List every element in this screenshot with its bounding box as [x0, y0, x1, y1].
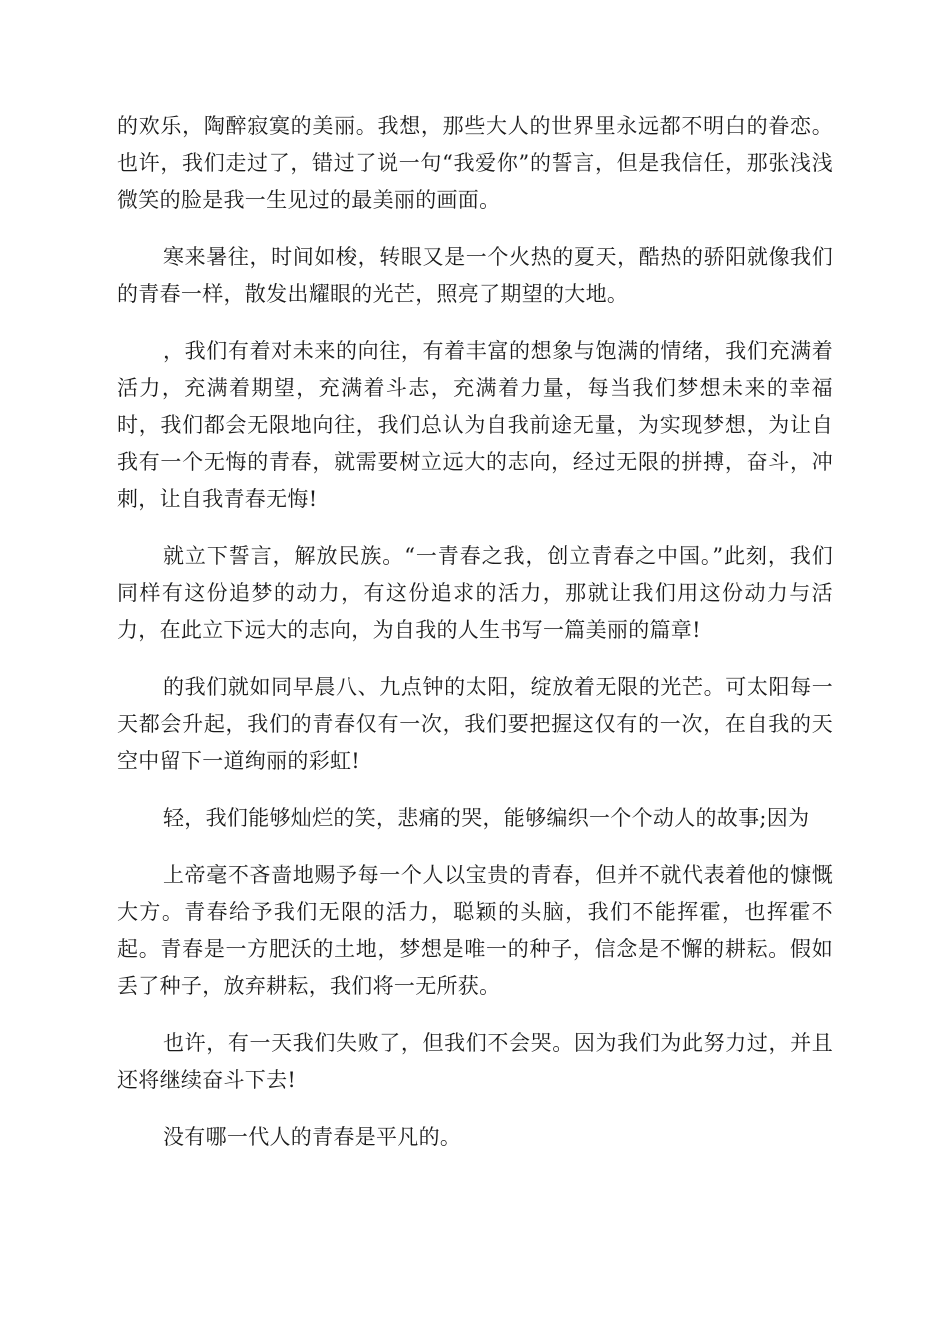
paragraph-1: 的欢乐，陶醉寂寞的美丽。我想，那些大人的世界里永远都不明白的眷恋。也许，我们走过了，错过了说一句“我爱你”的誓言，但是我信任，那张浅浅微笑的脸是我一生见过的最美丽的画面。 [117, 114, 833, 212]
paragraph-3: ，我们有着对未来的向往，有着丰富的想象与饱满的情绪，我们充满着活力，充满着期望，充满着斗志，充满着力量，每当我们梦想未来的幸福时，我们都会无限地向往，我们总认为自我前途无量，为实现梦想，为让自我有一个无悔的青春，就需要树立远大的志向，经过无限的拼搏，奋斗，冲刺，让自我青春无悔! [117, 339, 833, 511]
paragraph-4: 就立下誓言，解放民族。“一青春之我，创立青春之中国。”此刻，我们同样有这份追梦的动力，有这份追求的活力，那就让我们用这份动力与活力，在此立下远大的志向，为自我的人生书写一篇美丽的篇章! [117, 544, 833, 642]
paragraph-2: 寒来暑往，时间如梭，转眼又是一个火热的夏天，酷热的骄阳就像我们的青春一样，散发出耀眼的光芒，照亮了期望的大地。 [117, 245, 833, 306]
paragraph-5: 的我们就如同早晨八、九点钟的太阳，绽放着无限的光芒。可太阳每一天都会升起，我们的青春仅有一次，我们要把握这仅有的一次，在自我的天空中留下一道绚丽的彩虹! [117, 675, 833, 773]
paragraph-8: 也许，有一天我们失败了，但我们不会哭。因为我们为此努力过，并且还将继续奋斗下去! [117, 1031, 833, 1092]
paragraph-9: 没有哪一代人的青春是平凡的。 [163, 1125, 462, 1149]
paragraph-6: 轻，我们能够灿烂的笑，悲痛的哭，能够编织一个个动人的故事;因为 [163, 806, 810, 830]
document-body [117, 108, 833, 1176]
paragraph-7: 上帝毫不吝啬地赐予每一个人以宝贵的青春，但并不就代表着他的慷慨大方。青春给予我们无限的活力，聪颖的头脑，我们不能挥霍，也挥霍不起。青春是一方肥沃的土地，梦想是唯一的种子，信念是不懈的耕耘。假如丢了种子，放弃耕耘，我们将一无所获。 [117, 863, 833, 998]
